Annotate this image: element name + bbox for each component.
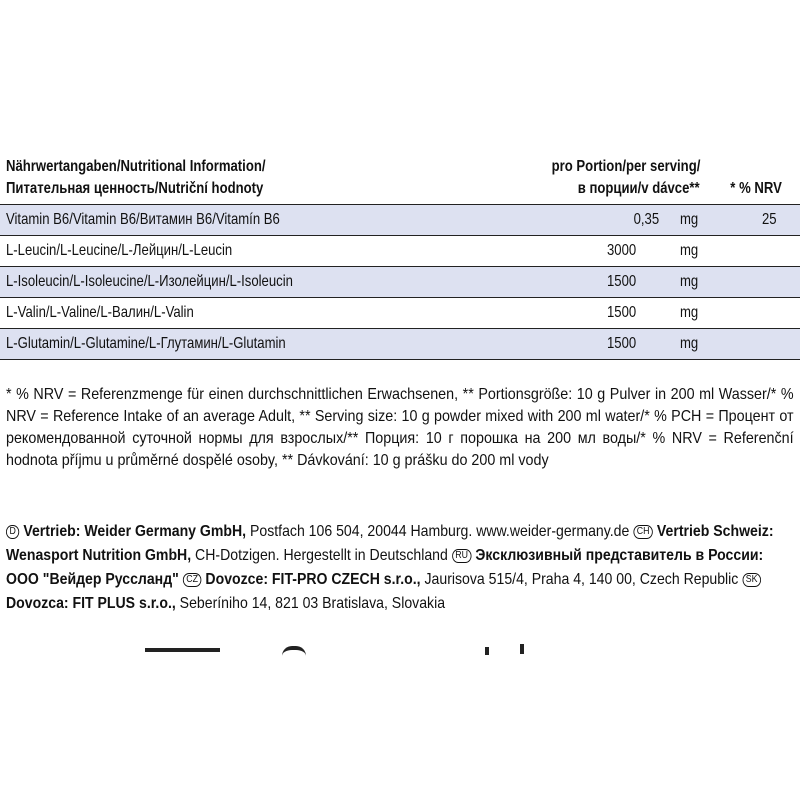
distributor-de-name: Vertrieb: Weider Germany GmbH, xyxy=(23,523,247,540)
nutrient-name: L-Leucin/L-Leucine/L-Лейцин/L-Leucin xyxy=(6,242,233,259)
nutrient-amount: 3000 xyxy=(607,242,637,259)
header-label-line1: Nährwertangaben/Nutritional Information/ xyxy=(6,158,266,175)
header-portion-line2: в порции/v dávce** xyxy=(578,180,700,197)
nutrient-name: L-Valin/L-Valine/L-Валин/L-Valin xyxy=(6,304,194,321)
distributor-cz-address: Jaurisova 515/4, Praha 4, 140 00, Czech Republic xyxy=(420,571,743,588)
nutrient-name: L-Isoleucin/L-Isoleucine/L-Изолейцин/L-Isoleucin xyxy=(6,273,293,290)
nutrient-unit: mg xyxy=(680,273,699,290)
distributor-cz-name: Dovozce: FIT-PRO CZECH s.r.o., xyxy=(205,571,421,588)
nutrient-unit: mg xyxy=(680,335,699,352)
table-row xyxy=(0,205,800,236)
table-row xyxy=(0,298,800,329)
distributor-ch-address: CH-Dotzigen. Hergestellt in Deutschland xyxy=(191,547,452,564)
distributor-info xyxy=(6,520,794,616)
nutrient-unit: mg xyxy=(680,211,699,228)
cropped-text-fragments xyxy=(0,640,800,660)
distributor-de-address: Postfach 106 504, 20044 Hamburg. www.weider-germany.de xyxy=(246,523,634,540)
distributor-sk-name: Dovozca: FIT PLUS s.r.o., xyxy=(6,595,176,612)
country-code-cz: CZ xyxy=(183,573,202,587)
country-code-ch: CH xyxy=(633,525,653,539)
header-portion-line1: pro Portion/per serving/ xyxy=(551,158,700,175)
nutrient-amount: 1500 xyxy=(607,335,637,352)
header-nrv: * % NRV xyxy=(730,180,782,197)
nutrient-amount: 1500 xyxy=(607,304,637,321)
header-label-line2: Питательная ценность/Nutriční hodnoty xyxy=(6,180,264,197)
nutrient-amount: 0,35 xyxy=(633,211,659,228)
nutrient-name: L-Glutamin/L-Glutamine/L-Глутамин/L-Glutamin xyxy=(6,335,286,352)
cropped-fragment xyxy=(282,646,306,656)
nutrient-nrv: 25 xyxy=(762,211,777,228)
cropped-fragment xyxy=(520,644,524,654)
country-code-sk: SK xyxy=(742,573,761,587)
nutrient-amount: 1500 xyxy=(607,273,637,290)
table-header xyxy=(0,152,800,205)
nutrient-unit: mg xyxy=(680,304,699,321)
distributor-sk-address: Seberíniho 14, 821 03 Bratislava, Slovakia xyxy=(175,595,446,612)
nutrient-unit: mg xyxy=(680,242,699,259)
cropped-fragment xyxy=(485,647,489,655)
footnote-text: * % NRV = Referenzmenge für einen durchschnittlichen Erwachsenen, ** Portionsgröße: 10 g Pulver in 200 ml Wasser/* % NRV = Reference Intake of an average Adult, ** Serving size: 10 g powder mixed with 200 ml water/* % PCH = Процент от рекомендованной суточной нормы для взрослых/** Порция: 10 г порошка на 200 мл воды/* % NRV = Referenční hodnota příjmu u průměrné dospělé osoby, ** Dávkování: 10 g prášku do 200 ml vody xyxy=(6,386,794,469)
nutrient-name: Vitamin B6/Vitamin B6/Витамин B6/Vitamín B6 xyxy=(6,211,280,228)
country-code-de: D xyxy=(6,525,19,539)
distributor-ru-name: Эксклюзивный представитель в России: ООО "Вейдер Руссланд" xyxy=(6,547,764,588)
nutrition-table xyxy=(0,152,800,360)
country-code-ru: RU xyxy=(452,549,472,563)
distributor-ch-name: Vertrieb Schweiz: Wenasport Nutrition GmbH, xyxy=(6,523,774,564)
table-row xyxy=(0,267,800,298)
cropped-fragment xyxy=(145,648,220,652)
table-row xyxy=(0,329,800,360)
table-row xyxy=(0,236,800,267)
